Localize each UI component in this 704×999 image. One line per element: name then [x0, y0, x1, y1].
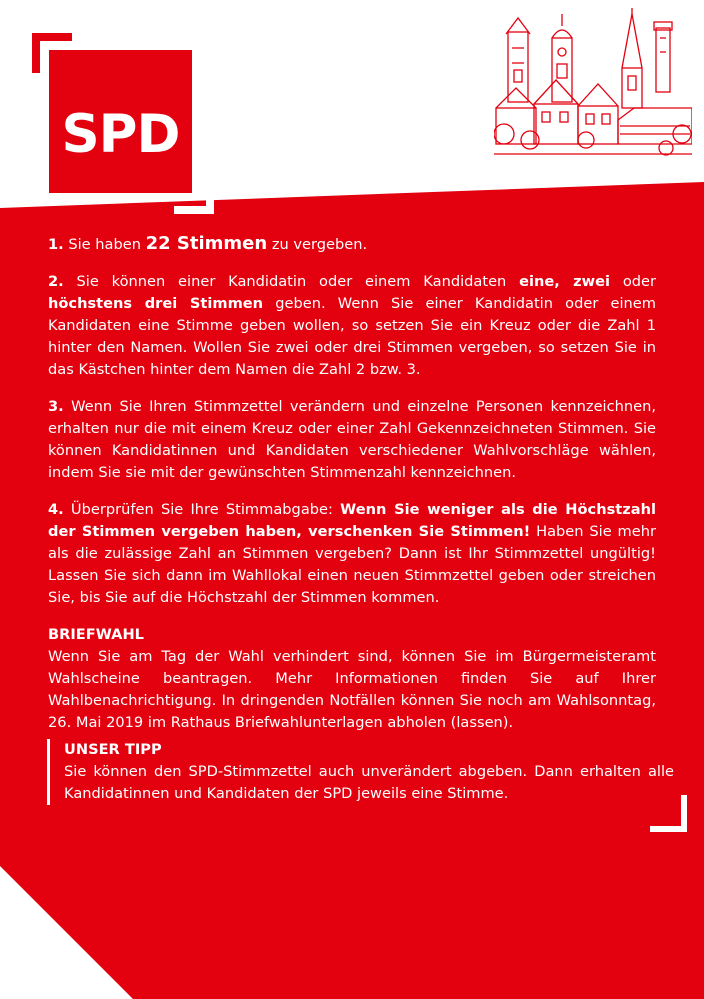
- item-1: [48, 233, 656, 256]
- votes-count: 22 Stimmen: [145, 233, 268, 254]
- logo-text: SPD: [61, 104, 180, 165]
- item-text: Sie können einer Kandidatin oder einem Kandidaten: [76, 273, 507, 290]
- tip-box: [47, 739, 674, 805]
- item-text: zu vergeben.: [271, 236, 368, 253]
- corner-mark-bottom-right: [650, 795, 688, 833]
- item-number: 1.: [48, 236, 64, 253]
- item-bold-text: eine, zwei: [519, 273, 610, 290]
- item-bold-text: höchstens drei Stimmen: [48, 295, 264, 312]
- tip-heading: UNSER TIPP: [64, 741, 162, 758]
- item-text: Wenn Sie Ihren Stimmzettel verändern und einzelne Personen kennzeichnen, erhalten nur die mit einem Kreuz oder einer Zahl Gekennzeichneten Stimmen. Sie können Kandidatinnen und Kandidaten verschiedener Wahlvorschläge wählen, indem Sie sie mit der gewünschten Stimmenzahl kennzeichnen.: [48, 398, 657, 481]
- item-text: geben. Wenn Sie einer Kandidatin oder einem Kandidaten eine Stimme geben wollen, so setzen Sie ein Kreuz oder die Zahl 1 hinter den Namen. Wollen Sie zwei oder drei Stimmen vergeben, so setzen Sie in das Kästchen hinter dem Namen die Zahl 2 bzw. 3.: [48, 295, 656, 378]
- briefwahl-heading: BRIEFWAHL: [48, 626, 144, 643]
- item-4: [48, 499, 656, 609]
- item-number: 4.: [48, 501, 64, 518]
- town-skyline-illustration: [494, 8, 692, 160]
- item-3: [48, 396, 656, 484]
- instructions: [48, 233, 656, 749]
- item-text: Haben Sie mehr als die zulässige Zahl an Stimmen vergeben? Dann ist Ihr Stimmzettel ungültig! Lassen Sie sich dann im Wahllokal einen neuen Stimmzettel geben oder streichen Sie, bis Sie auf die Höchstzahl der Stimmen kommen.: [48, 523, 656, 606]
- item-number: 3.: [48, 398, 64, 415]
- item-text: oder: [622, 273, 656, 290]
- item-text: Sie haben: [68, 236, 141, 253]
- briefwahl-text: Wenn Sie am Tag der Wahl verhindert sind, können Sie im Bürgermeisteramt Wahlscheine beantragen. Mehr Informationen finden Sie auf Ihrer Wahlbenachrichtigung. In dringenden Notfällen können Sie noch am Wahlsonntag, 26. Mai 2019 im Rathaus Briefwahlunterlagen abholen (lassen).: [48, 648, 656, 731]
- item-2: [48, 271, 656, 381]
- tip-text: Sie können den SPD-Stimmzettel auch unverändert abgeben. Dann erhalten alle Kandidatinnen und Kandidaten der SPD jeweils eine Stimme.: [64, 763, 674, 802]
- item-text: Überprüfen Sie Ihre Stimmabgabe:: [70, 501, 333, 518]
- spd-logo: [49, 50, 192, 193]
- item-number: 2.: [48, 273, 64, 290]
- item-bold-text: Wenn Sie weniger als die Höchstzahl der Stimmen vergeben haben, verschenken Sie Stimmen!: [48, 501, 656, 540]
